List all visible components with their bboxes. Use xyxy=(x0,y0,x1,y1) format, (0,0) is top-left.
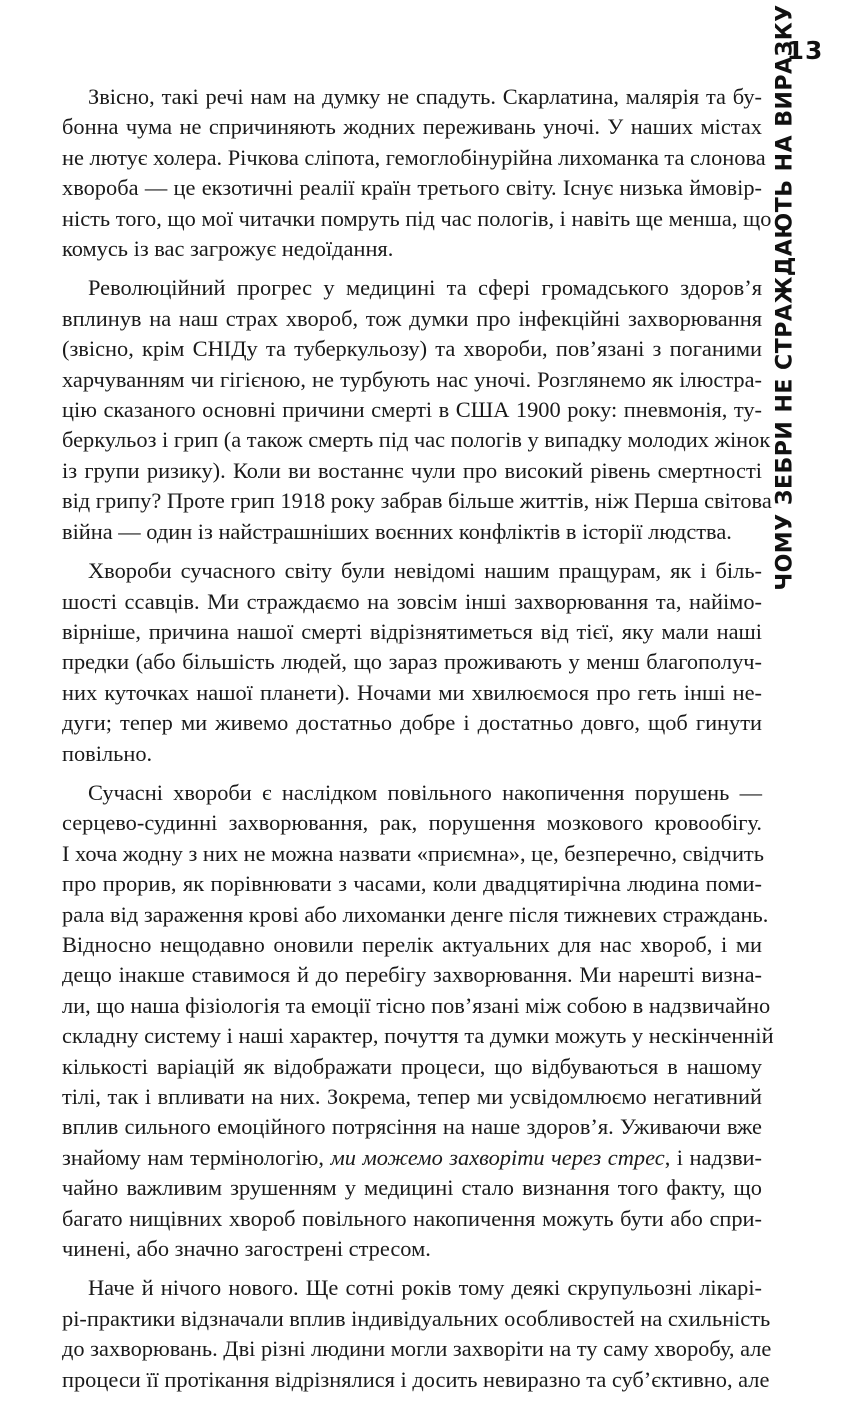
text-line: від грипу? Проте грип 1918 року забрав більше життів, ніж Перша світова xyxy=(62,488,772,514)
paragraph xyxy=(62,556,762,769)
text-line: ність того, що мої читачки помруть під час пологів, і навіть ще менша, що xyxy=(62,205,772,231)
text-line: кількості варіацій як відображати процеси, що відбуваються в нашому xyxy=(62,1053,762,1079)
text-line: (звісно, крім СНІДу та туберкульозу) та хвороби, пов’язані з поганими xyxy=(62,336,762,362)
text-line: вірніше, причина нашої смерті відрізнятиметься від тієї, яку мали наші xyxy=(62,618,762,644)
text-line: із групи ризику). Коли ви востаннє чули про високий рівень смертності xyxy=(62,457,762,483)
text-line: процеси її протікання відрізнялися і досить невиразно та суб’єктивно, але xyxy=(62,1366,770,1392)
text-line: чинені, або значно загострені стресом. xyxy=(62,1236,431,1262)
text-line: рі-практики відзначали вплив індивідуальних особливостей на схильність xyxy=(62,1305,771,1331)
text-line: беркульоз і грип (а також смерть під час пологів у випадку молодих жінок xyxy=(62,427,771,453)
running-head: ЧОМУ ЗЕБРИ НЕ СТРАЖДАЮТЬ НА ВИРАЗКУ xyxy=(772,4,798,591)
text-line: рала від зараження крові або лихоманки денге після тижневих страждань. xyxy=(62,901,769,927)
text-line: до захворювань. Дві різні людини могли захворіти на ту саму хворобу, але xyxy=(62,1336,772,1362)
text-line: тілі, так і впливати на них. Зокрема, тепер ми усвідомлюємо негативний xyxy=(62,1084,762,1109)
text-line: них куточках нашої планети). Ночами ми хвилюємося про геть інші не- xyxy=(62,679,762,705)
text-line: харчуванням чи гігієною, не турбують нас уночі. Розглянемо як ілюстра- xyxy=(62,366,762,392)
text-line: предки (або більшість людей, що зараз проживають у менш благополуч- xyxy=(62,649,762,675)
text-line: чайно важливим зрушенням у медицині стало визнання того факту, що xyxy=(62,1175,762,1201)
text-line: хвороба — це екзотичні реалії країн третього світу. Існує низька ймовір- xyxy=(62,175,762,201)
text-line: Революційний прогрес у медицині та сфері громадського здоров’я xyxy=(88,275,762,301)
text-line: Звісно, такі речі нам на думку не спадуть. Скарлатина, малярія та бу- xyxy=(88,84,762,109)
text-line xyxy=(62,1143,762,1173)
text-line: не лютує холера. Річкова сліпота, гемоглобінурійна лихоманка та слонова xyxy=(62,144,766,170)
text-line: дуги; тепер ми живемо достатньо добре і достатньо довго, щоб гинути xyxy=(62,710,762,736)
text-line: багато нищівних хвороб повільного накопичення можуть бути або спри- xyxy=(62,1205,762,1231)
text-line: Сучасні хвороби є наслідком повільного накопичення порушень — xyxy=(88,779,762,805)
text-line: бонна чума не спричиняють жодних переживань уночі. У наших містах xyxy=(62,114,762,140)
text-line: Наче й нічого нового. Ще сотні років тому деякі скрупульозні лікарі- xyxy=(88,1275,762,1301)
text-line: війна — один із найстрашніших воєнних конфліктів в історії людства. xyxy=(62,518,732,544)
text-line: вплив сильного емоційного потрясіння на наше здоров’я. Уживаючи вже xyxy=(62,1114,762,1140)
text-line: шості ссавців. Ми страждаємо на зовсім інші захворювання та, найімо- xyxy=(62,588,762,614)
page-number: 13 xyxy=(786,36,824,65)
text-line: повільно. xyxy=(62,740,153,766)
text-segment: знайому нам термінологію, xyxy=(62,1144,331,1170)
text-line: серцево-судинні захворювання, рак, порушення мозкового кровообігу. xyxy=(62,810,762,836)
body-text xyxy=(62,82,774,1404)
text-line: вплинув на наш страх хвороб, тож думки про інфекційні захворювання xyxy=(62,305,762,331)
paragraph xyxy=(62,1273,772,1395)
paragraph xyxy=(62,778,774,1265)
text-line: комусь із вас загрожує недоїдання. xyxy=(62,236,394,262)
text-line: складну систему і наші характер, почуття та думки можуть у нескінченній xyxy=(62,1023,774,1049)
text-line: Відносно нещодавно оновили перелік актуальних для нас хвороб, і ми xyxy=(62,931,762,957)
text-line: дещо інакше ставимося й до перебігу захворювання. Ми нарешті визна- xyxy=(62,962,762,988)
text-line: І хоча жодну з них не можна назвати «приємна», це, безперечно, свідчить xyxy=(62,840,764,866)
paragraph xyxy=(62,82,772,264)
text-line: цію сказаного основні причини смерті в США 1900 року: пневмонія, ту- xyxy=(62,397,762,423)
paragraph xyxy=(62,273,772,547)
text-line: Хвороби сучасного світу були невідомі нашим пращурам, як і біль- xyxy=(88,558,762,584)
italic-phrase: ми можемо захворіти через стрес xyxy=(330,1144,665,1170)
text-line: про прорив, як порівнювати з часами, коли двадцятирічна людина поми- xyxy=(62,871,762,897)
text-line: ли, що наша фізіологія та емоції тісно пов’язані між собою в надзвичайно xyxy=(62,992,771,1018)
text-segment: , і надзви- xyxy=(664,1144,762,1170)
